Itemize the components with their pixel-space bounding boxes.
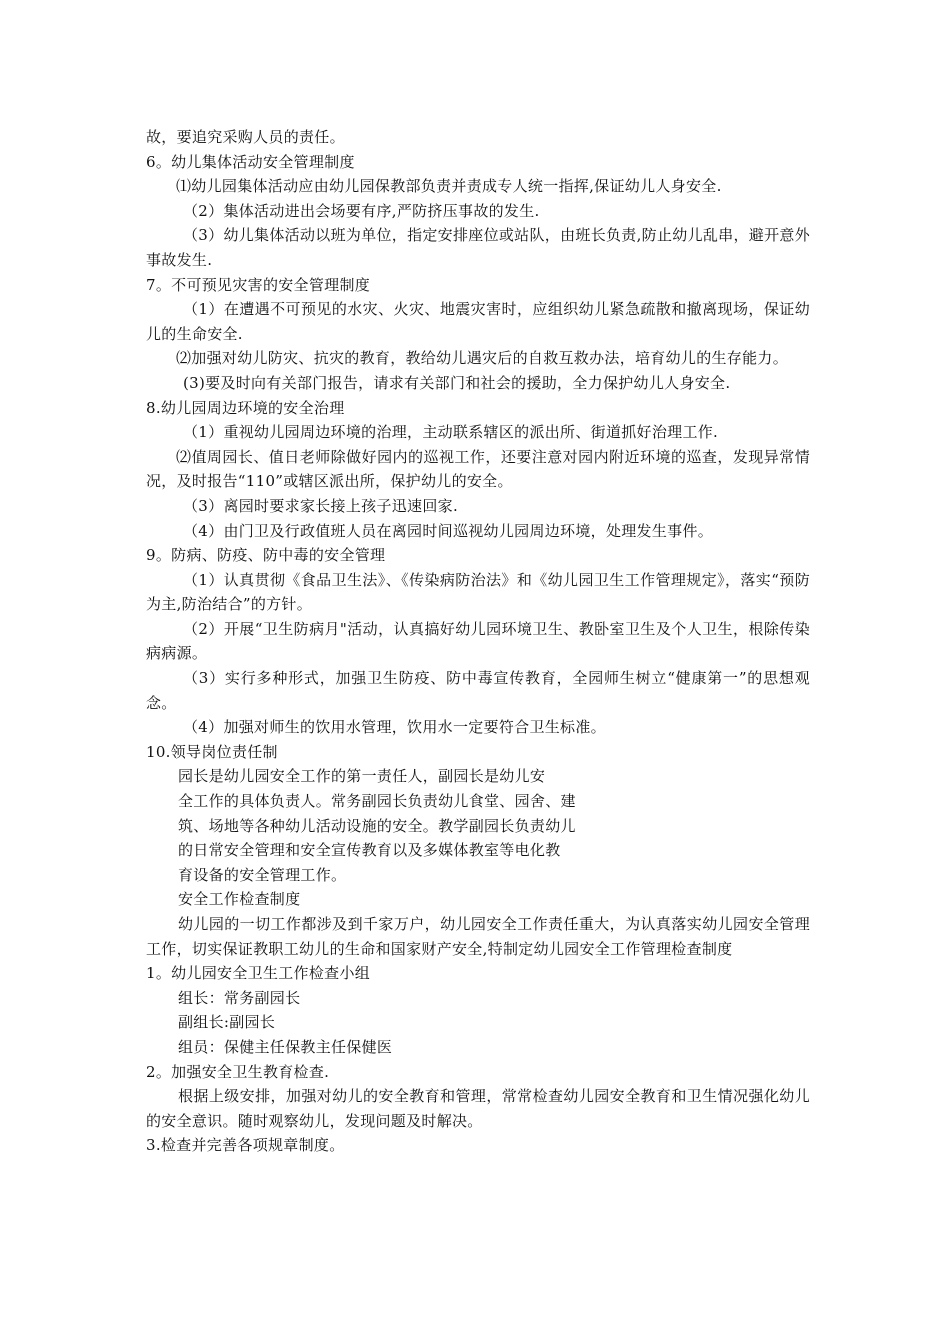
text-box bbox=[146, 764, 648, 912]
document-body bbox=[146, 125, 810, 1158]
paragraph: 组长：常务副园长 bbox=[178, 988, 301, 1007]
paragraph: （4）由门卫及行政值班人员在离园时间巡视幼儿园周边环境，处理发生事件。 bbox=[183, 521, 714, 540]
paragraph: 故，要追究采购人员的责任。 bbox=[146, 128, 345, 146]
paragraph: ⑴幼儿园集体活动应由幼儿园保教部负责并责成专人统一指挥,保证幼儿人身安全. bbox=[176, 177, 722, 196]
box-line: 全工作的具体负责人。常务副园长负责幼儿食堂、园舍、建 bbox=[178, 792, 576, 811]
paragraph: （1）在遭遇不可预见的水灾、火灾、地震灾害时，应组织幼儿紧急疏散和撤离现场，保证幼儿的生命安全. bbox=[146, 300, 810, 343]
box-line: 的日常安全管理和安全宣传教育以及多媒体教室等电化教 bbox=[178, 841, 561, 860]
paragraph: （1）重视幼儿园周边环境的治理，主动联系辖区的派出所、街道抓好治理工作. bbox=[183, 423, 719, 442]
box-line: 筑、场地等各种幼儿活动设施的安全。教学副园长负责幼儿 bbox=[178, 816, 576, 835]
paragraph: （3）幼儿集体活动以班为单位，指定安排座位或站队，由班长负责,防止幼儿乱串，避开意外事故发生. bbox=[146, 226, 810, 269]
section-heading: 6。幼儿集体活动安全管理制度 bbox=[146, 152, 355, 171]
section-heading: 2。加强安全卫生教育检查. bbox=[146, 1062, 330, 1081]
box-line: 育设备的安全管理工作。 bbox=[178, 865, 347, 884]
paragraph: (3)要及时向有关部门报告，请求有关部门和社会的援助，全力保护幼儿人身安全. bbox=[183, 373, 731, 392]
paragraph: 副组长:副园长 bbox=[178, 1013, 276, 1032]
paragraph: 根据上级安排，加强对幼儿的安全教育和管理，常常检查幼儿园安全教育和卫生情况强化幼儿的安全意识。随时观察幼儿，发现问题及时解决。 bbox=[146, 1087, 810, 1130]
paragraph: （2）开展“卫生防病月"活动，认真搞好幼儿园环境卫生、教卧室卫生及个人卫生，根除传染病病源。 bbox=[146, 619, 810, 663]
section-heading: 10.领导岗位责任制 bbox=[146, 742, 278, 761]
section-heading: 7。不可预见灾害的安全管理制度 bbox=[146, 275, 371, 294]
paragraph: （2）集体活动进出会场要有序,严防挤压事故的发生. bbox=[183, 201, 540, 220]
section-heading: 1。幼儿园安全卫生工作检查小组 bbox=[146, 964, 371, 983]
paragraph: （4）加强对师生的饮用水管理，饮用水一定要符合卫生标准。 bbox=[183, 718, 606, 737]
paragraph: （3）离园时要求家长接上孩子迅速回家. bbox=[183, 496, 459, 515]
box-line: 园长是幼儿园安全工作的第一责任人，副园长是幼儿安 bbox=[178, 767, 546, 786]
paragraph: 幼儿园的一切工作都涉及到千家万户，幼儿园安全工作责任重大，为认真落实幼儿园安全管理工作，切实保证教职工幼儿的生命和国家财产安全,特制定幼儿园安全工作管理检查制度 bbox=[146, 915, 810, 958]
section-heading: 8.幼儿园周边环境的安全治理 bbox=[146, 398, 345, 417]
box-heading: 安全工作检查制度 bbox=[178, 890, 301, 909]
paragraph: ⑵值周园长、值日老师除做好园内的巡视工作，还要注意对园内附近环境的巡查，发现异常情况，及时报告“110”或辖区派出所，保护幼儿的安全。 bbox=[146, 447, 810, 491]
paragraph: （1）认真贯彻《食品卫生法》、《传染病防治法》和《幼儿园卫生工作管理规定》，落实“预防为主,防治结合”的方针。 bbox=[146, 570, 810, 614]
paragraph: （3）实行多种形式，加强卫生防疫、防中毒宣传教育，全园师生树立“健康第一”的思想观念。 bbox=[146, 669, 810, 712]
paragraph: ⑵加强对幼儿防灾、抗灾的教育，教给幼儿遇灾后的自救互救办法，培育幼儿的生存能力。 bbox=[176, 349, 789, 368]
section-heading: 3.检查并完善各项规章制度。 bbox=[146, 1136, 345, 1155]
section-heading: 9。防病、防疫、防中毒的安全管理 bbox=[146, 546, 386, 565]
paragraph: 组员：保健主任保教主任保健医 bbox=[178, 1037, 393, 1056]
